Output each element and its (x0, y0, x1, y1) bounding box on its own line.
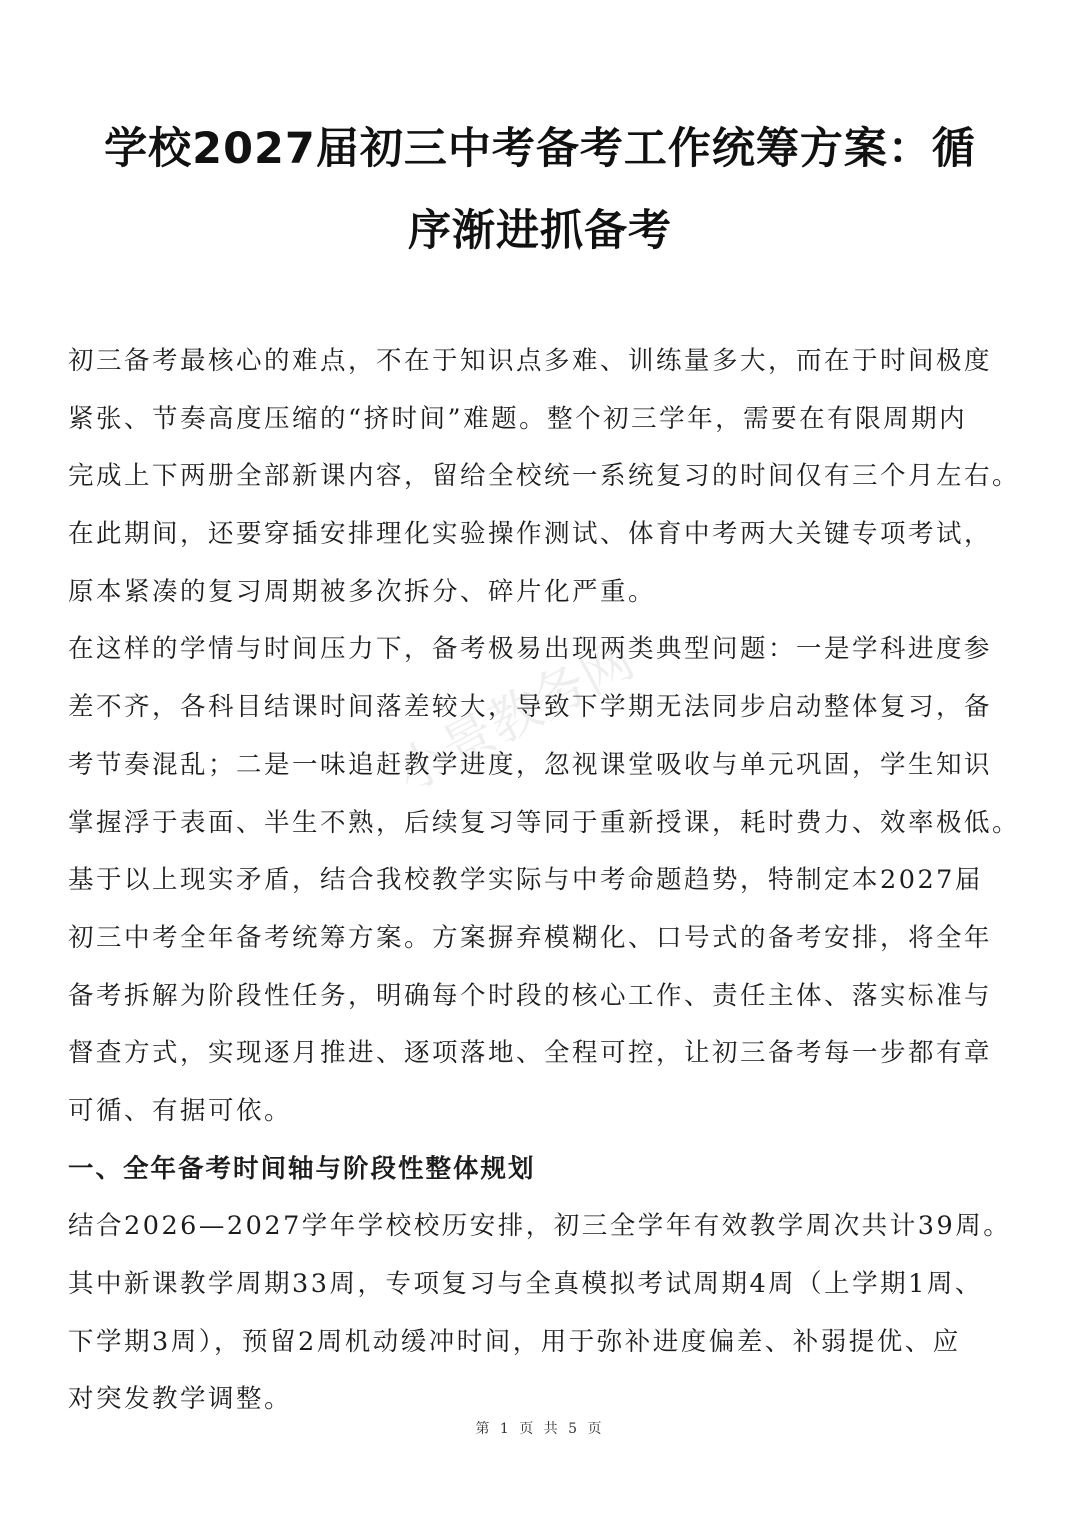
text-line: 紧张、节奏高度压缩的“挤时间”难题。整个初三学年，需要在有限周期内 (68, 403, 968, 434)
text-line: 考节奏混乱；二是一味追赶教学进度，忽视课堂吸收与单元巩固，学生知识 (68, 749, 993, 780)
section-heading: 一、全年备考时间轴与阶段性整体规划 (68, 1153, 536, 1184)
text-line: 差不齐，各科目结课时间落差较大，导致下学期无法同步启动整体复习，备 (68, 692, 993, 723)
title-line-1: 学校2027届初三中考备考工作统筹方案：循 (104, 124, 976, 174)
watermark: 小景教务网 (386, 629, 644, 805)
text-line: 完成上下两册全部新课内容，留给全校统一系统复习的时间仅有三个月左右。 (68, 461, 1021, 492)
text-line: 在此期间，还要穿插安排理化实验操作测试、体育中考两大关键专项考试， (68, 519, 993, 550)
text-line: 在这样的学情与时间压力下，备考极易出现两类典型问题：一是学科进度参 (68, 634, 993, 665)
document-body (68, 333, 1028, 1429)
text-line: 下学期3周），预留2周机动缓冲时间，用于弥补进度偏差、补弱提优、应 (68, 1326, 961, 1357)
text-line: 初三备考最核心的难点，不在于知识点多难、训练量多大，而在于时间极度 (68, 346, 993, 376)
text-line: 对突发教学调整。 (68, 1384, 293, 1415)
text-line: 结合2026—2027学年学校校历安排，初三全学年有效教学周次共计39周。 (68, 1211, 1012, 1242)
text-line: 其中新课教学周期33周，专项复习与全真模拟考试周期4周（上学期1周、 (68, 1269, 983, 1299)
text-line: 初三中考全年备考统筹方案。方案摒弃模糊化、口号式的备考安排，将全年 (68, 922, 993, 953)
text-line: 原本紧凑的复习周期被多次拆分、碎片化严重。 (68, 576, 657, 607)
text-line: 可循、有据可依。 (68, 1095, 293, 1126)
title-line-2: 序渐进抓备考 (408, 206, 672, 256)
text-line: 备考拆解为阶段性任务，明确每个时段的核心工作、责任主体、落实标准与 (68, 980, 993, 1011)
text-line: 基于以上现实矛盾，结合我校教学实际与中考命题趋势，特制定本2027届 (68, 865, 983, 896)
text-line: 掌握浮于表面、半生不熟，后续复习等同于重新授课，耗时费力、效率极低。 (68, 807, 1021, 838)
text-line: 督查方式，实现逐月推进、逐项落地、全程可控，让初三备考每一步都有章 (68, 1038, 993, 1069)
document-title (50, 108, 1030, 272)
page-footer: 第 1 页 共 5 页 (475, 1421, 605, 1437)
